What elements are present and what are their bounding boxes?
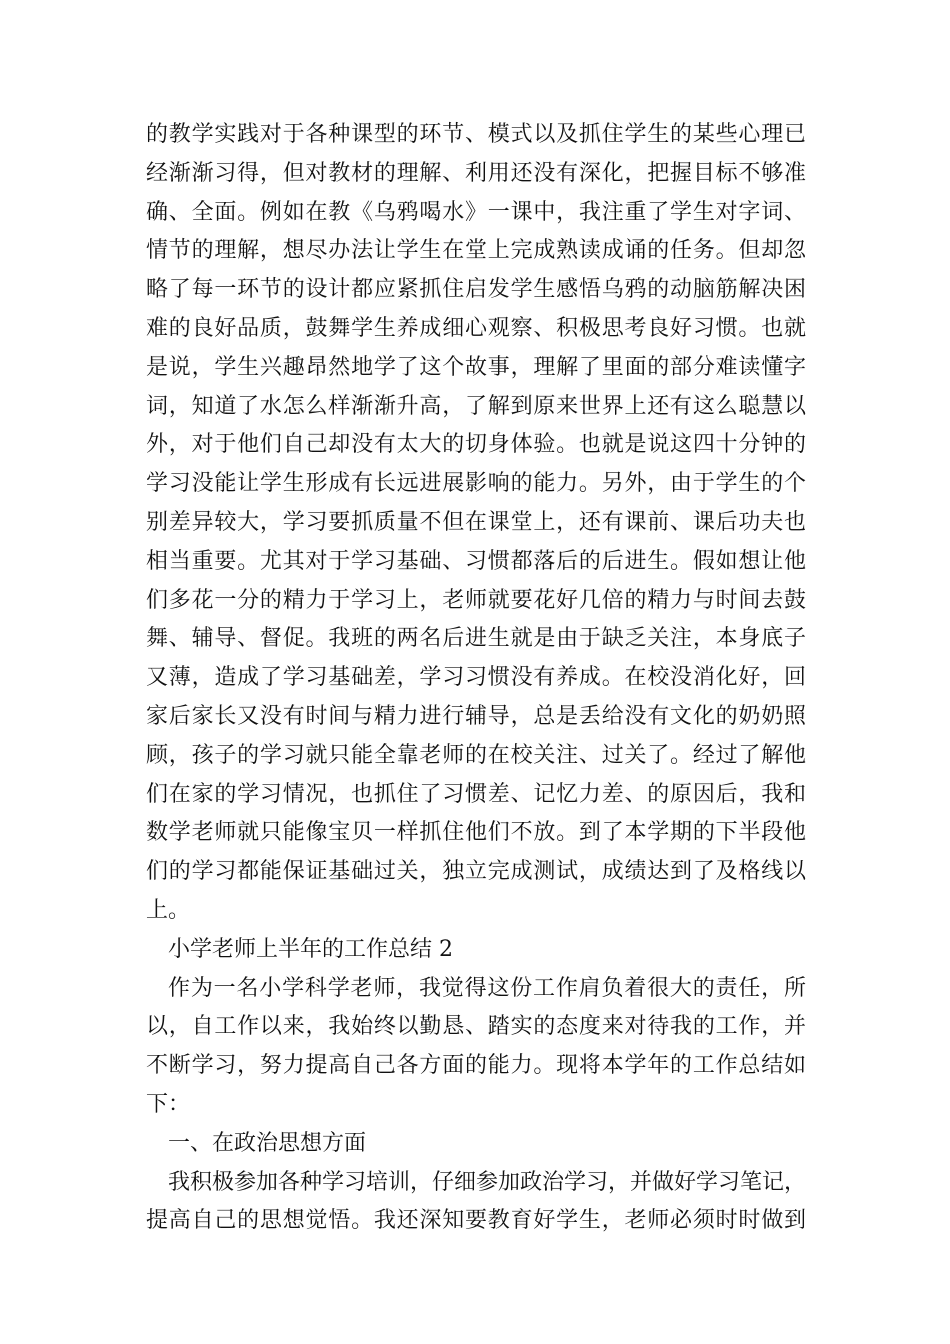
paragraph-3 — [146, 1164, 806, 1242]
text-line: 经渐渐习得，但对教材的理解、利用还没有深化，把握目标不够准 — [146, 160, 806, 186]
text-line: 家后家长又没有时间与精力进行辅导，总是丢给没有文化的奶奶照 — [146, 703, 806, 729]
text-line: 们多花一分的精力于学习上，老师就要花好几倍的精力与时间去鼓 — [146, 587, 806, 613]
text-line: 舞、辅导、督促。我班的两名后进生就是由于缺乏关注，本身底子 — [146, 626, 806, 652]
text-line: 是说，学生兴趣昂然地学了这个故事，理解了里面的部分难读懂字 — [146, 354, 806, 380]
text-line: 们的学习都能保证基础过关，独立完成测试，成绩达到了及格线以 — [146, 859, 806, 885]
text-line: 又薄，造成了学习基础差，学习习惯没有养成。在校没消化好，回 — [146, 665, 806, 691]
text-line: 提高自己的思想觉悟。我还深知要教育好学生，老师必须时时做到 — [146, 1208, 806, 1234]
text-line: 们在家的学习情况，也抓住了习惯差、记忆力差、的原因后，我和 — [146, 781, 806, 807]
text-line: 不断学习，努力提高自己各方面的能力。现将本学年的工作总结如 — [146, 1053, 806, 1079]
text-line: 难的良好品质，鼓舞学生养成细心观察、积极思考良好习惯。也就 — [146, 315, 806, 341]
text-line: 以，自工作以来，我始终以勤恳、踏实的态度来对待我的工作，并 — [146, 1014, 806, 1040]
text-line: 学习没能让学生形成有长远进展影响的能力。另外，由于学生的个 — [146, 471, 806, 497]
text-line: 上。 — [146, 897, 191, 923]
subsection-title: 一、在政治思想方面 — [168, 1130, 367, 1156]
paragraph-2 — [146, 970, 806, 1125]
section-heading: 小学老师上半年的工作总结 2 — [168, 936, 453, 962]
text-line: 别差异较大，学习要抓质量不但在课堂上，还有课前、课后功夫也 — [146, 509, 806, 535]
text-line: 词，知道了水怎么样渐渐升高，了解到原来世界上还有这么聪慧以 — [146, 393, 806, 419]
text-line: 略了每一环节的设计都应紧抓住启发学生感悟乌鸦的动脑筋解决困 — [146, 277, 806, 303]
paragraph-1 — [146, 116, 806, 931]
text-line: 的教学实践对于各种课型的环节、模式以及抓住学生的某些心理已 — [146, 122, 806, 147]
text-line: 确、全面。例如在教《乌鸦喝水》一课中，我注重了学生对字词、 — [146, 199, 806, 225]
text-line: 数学老师就只能像宝贝一样抓住他们不放。到了本学期的下半段他 — [146, 820, 806, 846]
text-line: 相当重要。尤其对于学习基础、习惯都落后的后进生。假如想让他 — [146, 548, 806, 574]
text-line: 情节的理解，想尽办法让学生在堂上完成熟读成诵的任务。但却忽 — [146, 238, 806, 264]
text-line: 作为一名小学科学老师，我觉得这份工作肩负着很大的责任，所 — [168, 975, 806, 1001]
text-line: 下： — [146, 1091, 191, 1117]
text-line: 我积极参加各种学习培训，仔细参加政治学习，并做好学习笔记， — [168, 1169, 807, 1195]
text-line: 顾，孩子的学习就只能全靠老师的在校关注、过关了。经过了解他 — [146, 742, 806, 768]
document-body — [146, 116, 806, 1241]
text-line: 外，对于他们自己却没有太大的切身体验。也就是说这四十分钟的 — [146, 432, 806, 458]
